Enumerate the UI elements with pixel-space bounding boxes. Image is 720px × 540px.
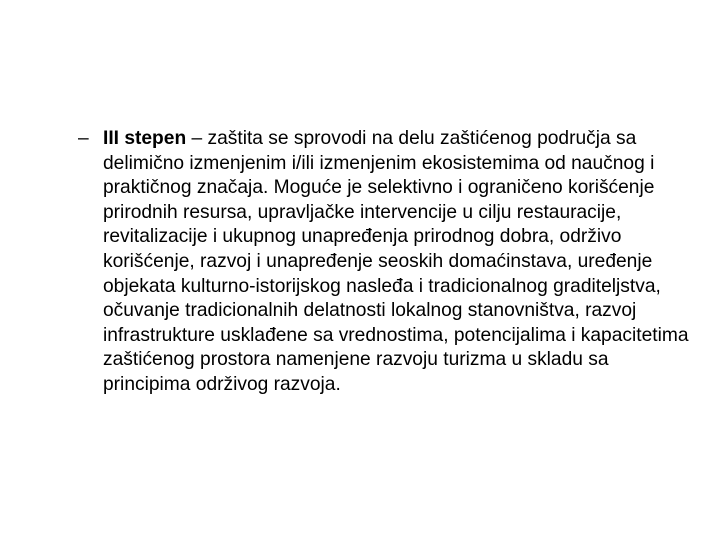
bullet-dash: – (78, 128, 89, 149)
bullet-text: zaštita se sprovodi na delu zaštićenog područja sa delimično izmenjenim i/ili izmenjenim ekosistemima od naučnog i praktičnog značaja. Moguće je selektivno i ograničeno korišćenje prirodnih resursa, upravljačke intervencije u cilju restauracije, revitalizacije i ukupnog unapređenja prirodnog dobra, održivo korišćenje, razvoj i unapređenje seoskih domaćinstava, uređenje objekata kulturno-istorijskog nasleđa i tradicionalnog graditeljstva, očuvanje tradicionalnih delatnosti lokalnog stanovništva, razvoj infrastrukture usklađene sa vrednostima, potencijalima i kapacitetima zaštićenog prostora namenjene razvoju turizma u skladu sa principima održivog razvoja. (103, 128, 689, 395)
bullet-list (78, 127, 690, 398)
bullet-term: III stepen (103, 128, 187, 149)
bullet-item-iii-stepen (78, 127, 690, 398)
bullet-separator: – (186, 128, 208, 149)
